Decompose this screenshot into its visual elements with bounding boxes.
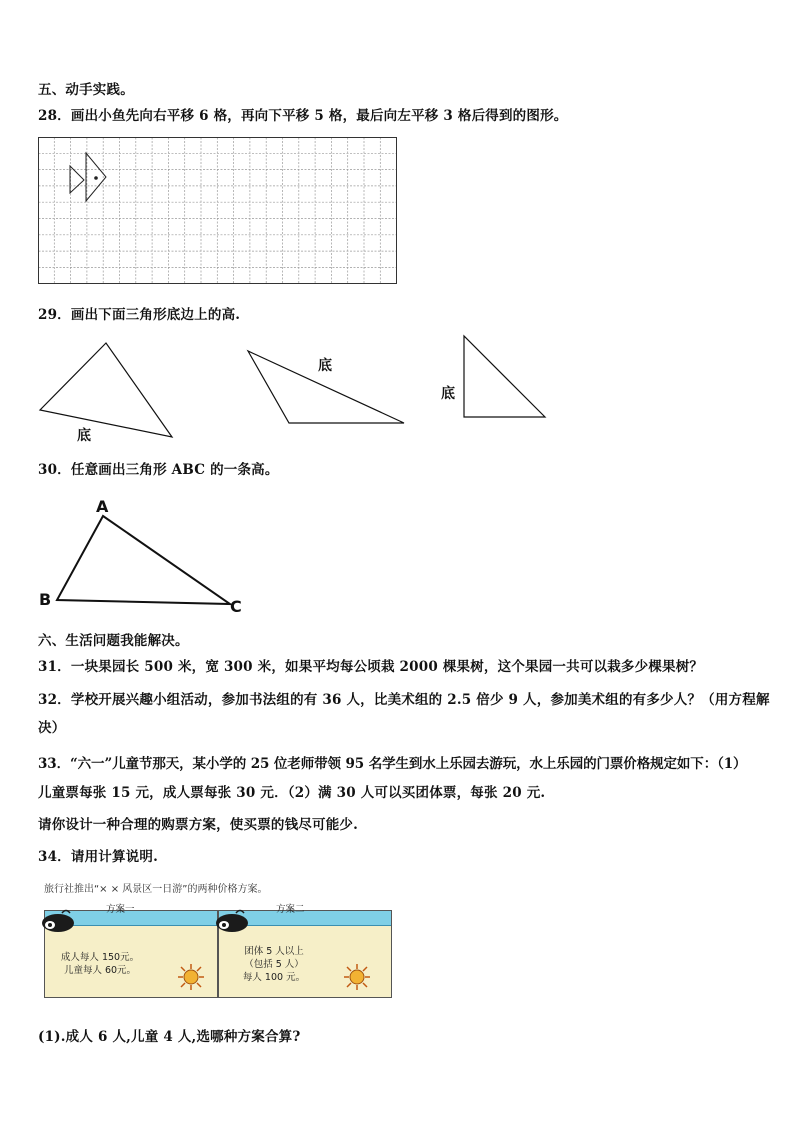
section-5-title: 五、动手实践。 xyxy=(38,82,134,98)
whale-icon xyxy=(40,908,76,934)
plan-1-line-1: 成人每人 150元。 xyxy=(60,952,140,963)
sun-icon xyxy=(177,963,205,991)
plan-1-title: 方案一 xyxy=(106,904,135,915)
vertex-b-label: B xyxy=(39,590,52,609)
vertex-c-label: C xyxy=(230,597,242,616)
question-32-line-2: 决） xyxy=(38,720,66,736)
triangle-3 xyxy=(460,333,550,421)
question-31: 31．一块果园长 500 米，宽 300 米，如果平均每公顷栽 2000 棵果树，这个果园一共可以栽多少棵果树？ xyxy=(38,659,704,675)
plan-2-line-1: 团体 5 人以上 xyxy=(244,946,304,957)
figure-heading: 旅行社推出“× × 风景区一日游”的两种价格方案。 xyxy=(44,884,268,895)
question-33-line-1: 33．“六一”儿童节那天，某小学的 25 位老师带领 95 名学生到水上乐园去游玩，水上乐园的门票价格规定如下：（1） xyxy=(38,756,747,772)
plan-2-title: 方案二 xyxy=(276,904,305,915)
triangle-1-base-label: 底 xyxy=(77,428,91,444)
triangle-2-base-label: 底 xyxy=(318,358,332,374)
question-34-sub-1: (1).成人 6 人,儿童 4 人,选哪种方案合算? xyxy=(38,1029,301,1045)
question-32-line-1: 32．学校开展兴趣小组活动，参加书法组的有 36 人，比美术组的 2.5 倍少 9 人，参加美术组的有多少人？（用方程解 xyxy=(38,692,770,708)
question-29: 29．画出下面三角形底边上的高. xyxy=(38,307,241,323)
question-33-line-3: 请你设计一种合理的购票方案，使买票的钱尽可能少. xyxy=(38,817,358,833)
grid-figure xyxy=(38,137,398,285)
sun-icon xyxy=(343,963,371,991)
plan-2-line-2: （包括 5 人） xyxy=(244,959,304,970)
section-6-title: 六、生活问题我能解决。 xyxy=(38,633,189,649)
triangle-1 xyxy=(36,340,178,440)
question-30: 30．任意画出三角形 ABC 的一条高。 xyxy=(38,462,279,478)
question-28: 28．画出小鱼先向右平移 6 格，再向下平移 5 格，最后向左平移 3 格后得到的图形。 xyxy=(38,108,568,124)
question-34: 34．请用计算说明. xyxy=(38,849,158,865)
plan-1-line-2: 儿童每人 60元。 xyxy=(63,965,137,976)
fish-shape xyxy=(70,153,106,201)
plan-2-line-3: 每人 100 元。 xyxy=(242,972,306,983)
triangle-abc xyxy=(50,510,240,610)
whale-icon xyxy=(214,908,250,934)
question-33-line-2: 儿童票每张 15 元，成人票每张 30 元．（2）满 30 人可以买团体票，每张 20 元. xyxy=(38,785,546,801)
vertex-a-label: A xyxy=(96,497,109,516)
triangle-3-base-label: 底 xyxy=(441,386,455,402)
